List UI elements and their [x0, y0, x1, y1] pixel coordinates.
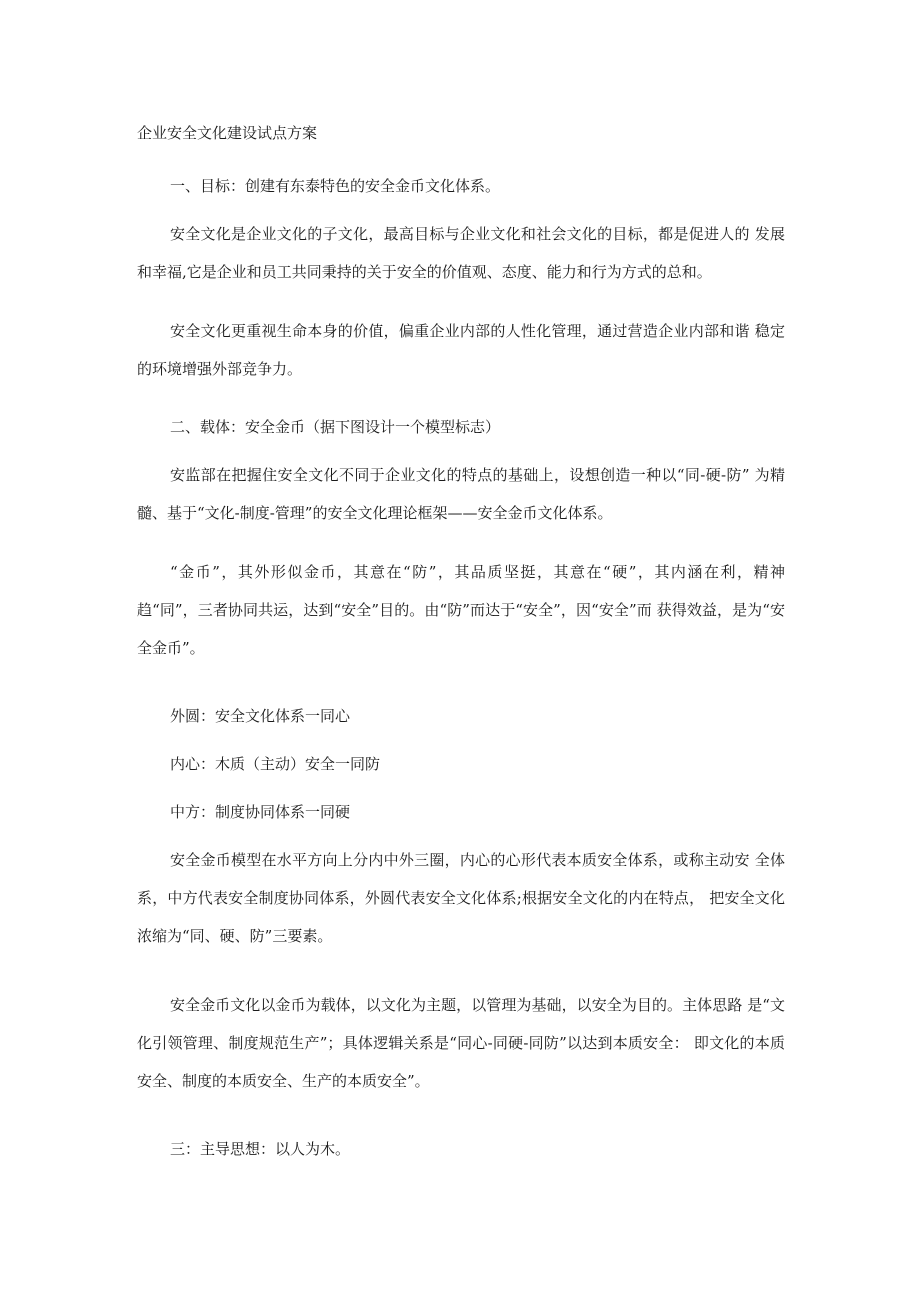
paragraph-carrier-heading: 二、载体：安全金币（据下图设计一个模型标志）	[170, 418, 501, 436]
paragraph-culture-logic: 安全金币文化以金币为载体，以文化为主题，以管理为基础，以安全为目的。主体思路 是“文化引领管理、制度规范生产”；具体逻辑关系是“同心-同硬-同防”以达到本质安全： 即文化的本质安全、制度的本质安全、生产的本质安全”。	[137, 996, 785, 1090]
paragraph-guiding-thought: 三：主导思想：以人为木。	[170, 1140, 351, 1158]
paragraph-safety-culture-value: 安全文化更重视生命本身的价值，偏重企业内部的人性化管理，通过营造企业内部和谐 稳定的环境增强外部竞争力。	[137, 322, 785, 378]
paragraph-framework: 安监部在把握住安全文化不同于企业文化的特点的基础上，设想创造一种以“同-硬-防” 为精髓、基于“文化-制度-管理”的安全文化理论框架——安全金币文化体系。	[137, 466, 785, 522]
paragraph-middle-square: 中方：制度协同体系一同硬	[170, 803, 351, 821]
paragraph-inner-heart: 内心：木质（主动）安全一同防	[170, 755, 381, 773]
paragraph-model-structure: 安全金币模型在水平方向上分内中外三圈，内心的心形代表本质安全体系，或称主动安 全体系，中方代表安全制度协同体系，外圆代表安全文化体系;根据安全文化的内在特点， 把安全文化浓缩为“同、硬、防”三要素。	[137, 851, 785, 945]
paragraph-safety-culture-definition: 安全文化是企业文化的子文化，最高目标与企业文化和社会文化的目标，都是促进人的 发展和幸福,它是企业和员工共同秉持的关于安全的价值观、态度、能力和行为方式的总和。	[137, 225, 785, 281]
paragraph-gold-coin-meaning: “金币”，其外形似金币，其意在“防”，其品质坚挺，其意在“硬”，其内涵在利，精神趋“同”，三者协同共运，达到“安全”目的。由“防”而达于“安全”，因“安全”而 获得效益，是为“安全金币”。	[137, 563, 785, 657]
document-title: 企业安全文化建设试点方案	[137, 124, 318, 142]
paragraph-goal-heading: 一、目标：创建有东泰特色的安全金币文化体系。	[170, 177, 501, 195]
paragraph-outer-circle: 外圆：安全文化体系一同心	[170, 707, 351, 725]
